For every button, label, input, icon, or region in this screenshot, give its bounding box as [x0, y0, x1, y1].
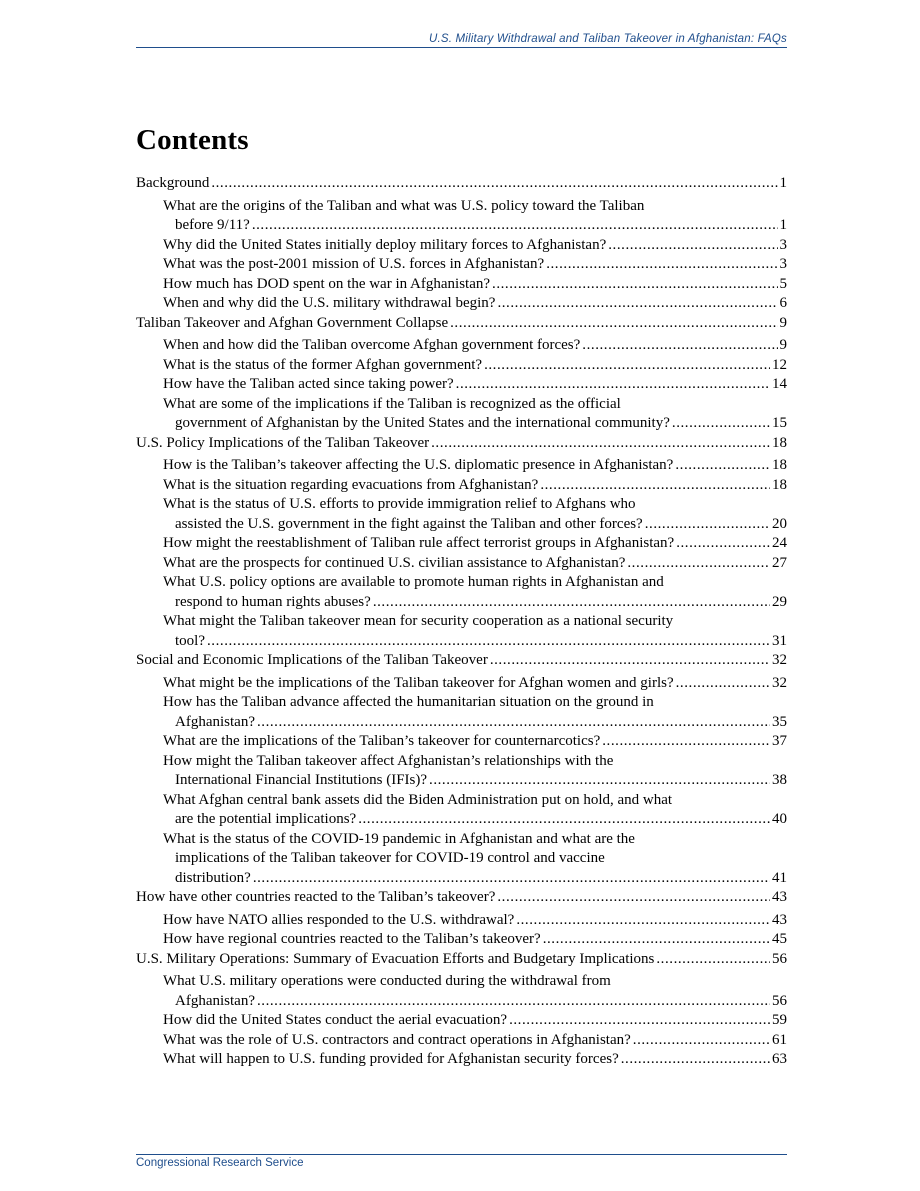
dot-leader — [540, 476, 770, 496]
toc-entry-text: How have the Taliban acted since taking power? — [163, 376, 454, 392]
dot-leader — [621, 1050, 770, 1070]
dot-leader — [484, 356, 770, 376]
toc-page-number: 29 — [772, 593, 787, 610]
toc-page-number: 56 — [772, 950, 787, 967]
toc-section-entry[interactable] — [136, 651, 787, 671]
dot-leader — [608, 236, 777, 256]
toc-page-number: 32 — [772, 652, 787, 668]
toc-entry-text: Social and Economic Implications of the Taliban Takeover — [136, 652, 488, 668]
toc-entry-text: How has the Taliban advance affected the humanitarian situation on the ground in — [163, 694, 654, 710]
dot-leader — [207, 632, 770, 652]
dot-leader — [627, 554, 770, 574]
toc-entry-text: What was the post-2001 mission of U.S. forces in Afghanistan? — [163, 256, 545, 272]
toc-subsection-entry[interactable] — [136, 275, 787, 295]
dot-leader — [257, 713, 770, 733]
toc-subsection-entry[interactable] — [136, 336, 787, 356]
toc-page-number: 15 — [772, 415, 787, 431]
toc-subsection-entry[interactable] — [136, 375, 787, 395]
toc-page-number: 38 — [772, 772, 787, 788]
toc-entry-text: before 9/11? — [175, 217, 250, 233]
toc-entry-text: How is the Taliban’s takeover affecting the U.S. diplomatic presence in Afghanistan? — [163, 457, 674, 473]
toc-subsection-entry[interactable] — [136, 752, 787, 791]
toc-subsection-entry[interactable] — [136, 255, 787, 275]
toc-subsection-entry[interactable] — [136, 395, 787, 434]
toc-entry-text: What might be the implications of the Taliban takeover for Afghan women and girls? — [163, 674, 674, 691]
toc-page-number: 3 — [779, 256, 787, 272]
toc-entry-text: What are the implications of the Taliban’s takeover for counternarcotics? — [163, 733, 601, 749]
toc-subsection-entry[interactable] — [136, 554, 787, 574]
dot-leader — [252, 216, 778, 236]
toc-entry-text: What is the status of the former Afghan government? — [163, 356, 483, 373]
dot-leader — [516, 911, 770, 931]
toc-subsection-entry[interactable] — [136, 911, 787, 931]
dot-leader — [253, 869, 770, 889]
toc-subsection-entry[interactable] — [136, 573, 787, 612]
toc-entry-text: Afghanistan? — [175, 713, 255, 730]
toc-entry-text: International Financial Institutions (IFIs)? — [175, 772, 428, 788]
dot-leader — [429, 771, 770, 791]
toc-page-number: 20 — [772, 515, 787, 532]
toc-subsection-entry[interactable] — [136, 674, 787, 694]
dot-leader — [456, 375, 770, 395]
toc-entry-text: How did the United States conduct the aerial evacuation? — [163, 1012, 508, 1028]
dot-leader — [675, 456, 770, 476]
toc-entry-text: What is the status of U.S. efforts to provide immigration relief to Afghans who — [163, 496, 636, 512]
toc-subsection-entry[interactable] — [136, 930, 787, 950]
toc-section-entry[interactable] — [136, 314, 787, 334]
page-title: Contents — [136, 124, 249, 156]
toc-subsection-entry[interactable] — [136, 1031, 787, 1051]
footer-rule — [136, 1154, 787, 1155]
toc-entry-text: When and why did the U.S. military withdrawal begin? — [163, 295, 496, 311]
toc-entry-text: What U.S. policy options are available to promote human rights in Afghanistan and — [163, 574, 664, 590]
toc-page-number: 63 — [772, 1051, 787, 1067]
table-of-contents — [136, 174, 787, 1070]
toc-subsection-entry[interactable] — [136, 693, 787, 732]
toc-subsection-entry[interactable] — [136, 236, 787, 256]
toc-page-number: 14 — [772, 376, 787, 392]
toc-entry-text: assisted the U.S. government in the fight against the Taliban and other forces? — [175, 515, 643, 532]
toc-page-number: 43 — [772, 911, 787, 928]
toc-page-number: 18 — [772, 457, 787, 473]
toc-entry-text: How much has DOD spent on the war in Afghanistan? — [163, 275, 491, 292]
toc-subsection-entry[interactable] — [136, 534, 787, 554]
dot-leader — [373, 593, 770, 613]
toc-page-number: 31 — [772, 632, 787, 649]
toc-page-number: 9 — [779, 337, 787, 353]
toc-page-number: 6 — [779, 295, 787, 311]
toc-entry-text: What was the role of U.S. contractors and contract operations in Afghanistan? — [163, 1031, 631, 1048]
toc-entry-text: Afghanistan? — [175, 992, 255, 1009]
toc-entry-text: What will happen to U.S. funding provided for Afghanistan security forces? — [163, 1051, 619, 1067]
dot-leader — [656, 950, 770, 970]
toc-page-number: 18 — [772, 434, 787, 451]
toc-entry-text: What are the prospects for continued U.S. civilian assistance to Afghanistan? — [163, 554, 626, 571]
toc-entry-text: What is the status of the COVID-19 pandemic in Afghanistan and what are the — [163, 830, 635, 847]
dot-leader — [633, 1031, 770, 1051]
toc-entry-text: distribution? — [175, 869, 251, 886]
dot-leader — [497, 888, 770, 908]
toc-entry-text: What Afghan central bank assets did the Biden Administration put on hold, and what — [163, 791, 673, 808]
header-rule — [136, 47, 787, 48]
toc-entry-text: What are the origins of the Taliban and what was U.S. policy toward the Taliban — [163, 197, 645, 214]
toc-subsection-entry[interactable] — [136, 456, 787, 476]
toc-subsection-entry[interactable] — [136, 197, 787, 236]
toc-entry-text: tool? — [175, 632, 205, 649]
toc-entry-text: When and how did the Taliban overcome Afghan government forces? — [163, 337, 581, 353]
dot-leader — [492, 275, 777, 295]
toc-page-number: 37 — [772, 733, 787, 749]
dot-leader — [497, 294, 777, 314]
toc-page-number: 41 — [772, 869, 787, 886]
toc-subsection-entry[interactable] — [136, 612, 787, 651]
toc-page-number: 9 — [779, 314, 787, 331]
toc-page-number: 43 — [772, 889, 787, 905]
dot-leader — [211, 174, 777, 194]
toc-subsection-entry[interactable] — [136, 732, 787, 752]
toc-page-number: 35 — [772, 713, 787, 730]
dot-leader — [672, 414, 770, 434]
toc-entry-text: How might the reestablishment of Taliban rule affect terrorist groups in Afghanistan? — [163, 535, 675, 551]
dot-leader — [450, 314, 777, 334]
toc-section-entry[interactable] — [136, 888, 787, 908]
toc-subsection-entry[interactable] — [136, 1050, 787, 1070]
toc-entry-text: Background — [136, 175, 210, 191]
toc-subsection-entry[interactable] — [136, 495, 787, 534]
toc-subsection-entry[interactable] — [136, 476, 787, 496]
toc-subsection-entry[interactable] — [136, 1011, 787, 1031]
dot-leader — [645, 515, 770, 535]
dot-leader — [543, 930, 770, 950]
toc-page-number: 61 — [772, 1031, 787, 1048]
toc-entry-text: What might the Taliban takeover mean for security cooperation as a national security — [163, 613, 674, 629]
toc-subsection-entry[interactable] — [136, 830, 787, 889]
toc-entry-text: are the potential implications? — [175, 811, 357, 827]
toc-entry-text: How might the Taliban takeover affect Afghanistan’s relationships with the — [163, 752, 614, 769]
toc-entry-text: How have regional countries reacted to the Taliban’s takeover? — [163, 931, 541, 947]
dot-leader — [602, 732, 770, 752]
toc-entry-text: What are some of the implications if the Taliban is recognized as the official — [163, 395, 621, 412]
dot-leader — [509, 1011, 770, 1031]
toc-entry-text: U.S. Policy Implications of the Taliban Takeover — [136, 434, 430, 451]
toc-page-number: 32 — [772, 674, 787, 691]
toc-entry-text: government of Afghanistan by the United States and the international community? — [175, 415, 670, 431]
dot-leader — [546, 255, 777, 275]
toc-entry-text: U.S. Military Operations: Summary of Evacuation Efforts and Budgetary Implications — [136, 950, 655, 967]
toc-page-number: 12 — [772, 356, 787, 373]
dot-leader — [490, 651, 770, 671]
toc-page-number: 1 — [779, 175, 787, 191]
toc-subsection-entry[interactable] — [136, 791, 787, 830]
dot-leader — [676, 534, 770, 554]
toc-entry-text: What U.S. military operations were conducted during the withdrawal from — [163, 973, 611, 989]
dot-leader — [676, 674, 770, 694]
toc-section-entry[interactable] — [136, 174, 787, 194]
running-header-title: U.S. Military Withdrawal and Taliban Takeover in Afghanistan: FAQs — [428, 33, 787, 45]
toc-page-number: 56 — [772, 992, 787, 1009]
footer-text: Congressional Research Service — [136, 1157, 304, 1169]
toc-entry-text: Why did the United States initially deploy military forces to Afghanistan? — [163, 236, 607, 253]
toc-page-number: 3 — [779, 236, 787, 253]
dot-leader — [431, 434, 770, 454]
toc-entry-text: How have NATO allies responded to the U.S. withdrawal? — [163, 911, 515, 928]
toc-page-number: 1 — [779, 217, 787, 233]
toc-page-number: 59 — [772, 1012, 787, 1028]
toc-page-number: 18 — [772, 476, 787, 493]
toc-page-number: 5 — [779, 275, 787, 292]
toc-page-number: 45 — [772, 931, 787, 947]
toc-page-number: 27 — [772, 554, 787, 571]
toc-subsection-entry[interactable] — [136, 294, 787, 314]
toc-subsection-entry[interactable] — [136, 356, 787, 376]
toc-entry-text: How have other countries reacted to the Taliban’s takeover? — [136, 889, 496, 905]
toc-section-entry[interactable] — [136, 950, 787, 970]
toc-subsection-entry[interactable] — [136, 972, 787, 1011]
toc-entry-text: What is the situation regarding evacuations from Afghanistan? — [163, 476, 539, 493]
toc-page-number: 40 — [772, 811, 787, 827]
toc-page-number: 24 — [772, 535, 787, 551]
dot-leader — [582, 336, 777, 356]
dot-leader — [257, 992, 770, 1012]
toc-entry-text: implications of the Taliban takeover for COVID-19 control and vaccine — [175, 850, 605, 866]
dot-leader — [358, 810, 770, 830]
toc-entry-text: respond to human rights abuses? — [175, 593, 371, 610]
toc-entry-text: Taliban Takeover and Afghan Government Collapse — [136, 314, 449, 331]
toc-section-entry[interactable] — [136, 434, 787, 454]
